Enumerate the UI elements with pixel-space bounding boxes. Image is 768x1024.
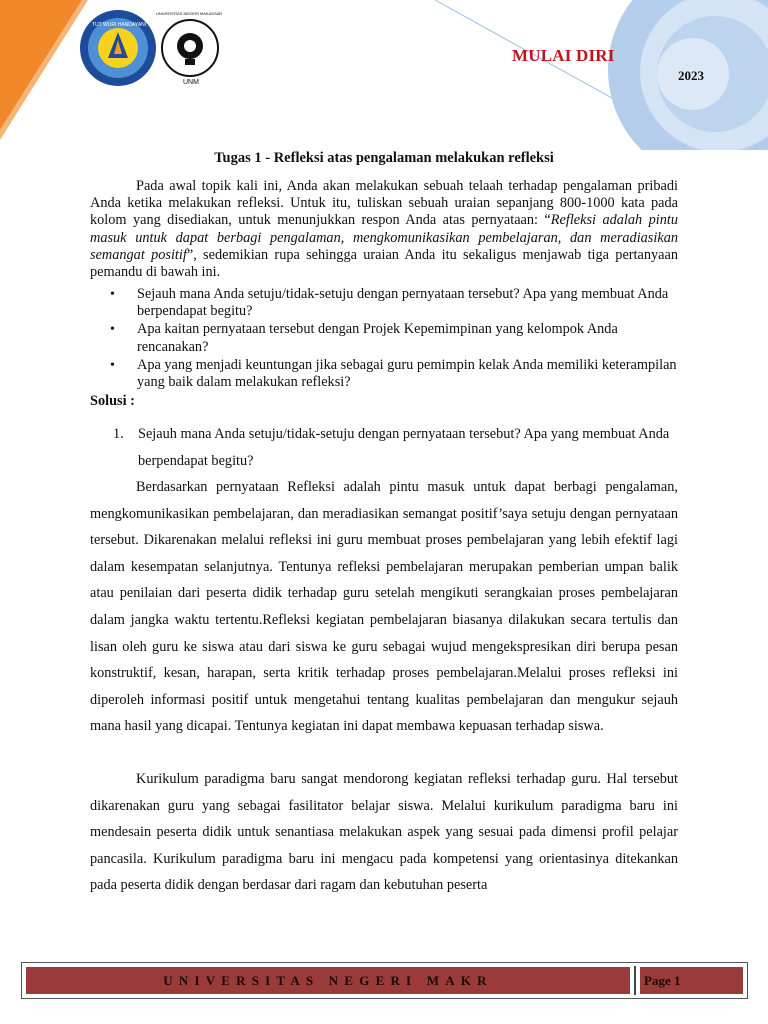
logo2-text: UNIVERSITAS NEGERI MAKASSAR (156, 11, 223, 16)
page-footer (21, 962, 748, 999)
page-title: Tugas 1 - Refleksi atas pengalaman melakukan refleksi (214, 150, 554, 166)
logo1-text: TUT WURI HANDAYANI (92, 22, 147, 28)
list-item (110, 321, 680, 355)
numbered-question (113, 421, 678, 474)
footer-divider (634, 966, 636, 995)
footer-page-number: Page 1 (640, 967, 743, 994)
bullet-text: Sejauh mana Anda setuju/tidak-setuju dengan pernyataan tersebut? Apa yang membuat Anda berpendapat begitu? (137, 286, 669, 320)
list-item (110, 286, 680, 320)
footer-university: UNIVERSITAS NEGERI MAKR (26, 967, 630, 994)
list-item (110, 357, 680, 391)
bullet-icon: • (110, 357, 115, 373)
logo2-abbr: UNM (183, 79, 199, 86)
intro-paragraph (90, 178, 678, 281)
question-number: 1. (113, 426, 124, 442)
question-text: Sejauh mana Anda setuju/tidak-setuju dengan pernyataan tersebut? Apa yang membuat Anda berpendapat begitu? (138, 426, 670, 469)
unm-logo (162, 20, 218, 76)
bullet-icon: • (110, 322, 115, 338)
brand-title: MULAI DIRI (512, 46, 615, 65)
bullet-text: Apa yang menjadi keuntungan jika sebagai guru pemimpin kelak Anda memiliki keterampilan yang baik dalam melakukan refleksi? (137, 356, 677, 391)
answer-paragraph-1: Berdasarkan pernyataan Refleksi adalah pintu masuk untuk dapat berbagi pengalaman, mengkomunikasikan pembelajaran, dan meradiasikan semangat positif’saya setuju dengan pernyataan tersebut. Dikarenakan melalui refleksi ini guru membuat proses pembelajaran yang lebih efektif lagi dalam kesempatan selanjutnya. Tentunya refleksi pembelajaran merupakan pemberian umpan balik atau penilaian dari peserta didik terhadap guru setelah mengikuti serangkaian proses pembelajaran dalam jangka waktu tertentu.Refleksi kegiatan pembelajaran biasanya dilakukan secara tertulis dan lisan oleh guru ke siswa atau dari siswa ke guru sebagai wujud mengekspresikan diri berupa pesan konstruktif, kesan, harapan, serta kritik terhadap proses pembelajaran.Melalui proses refleksi ini diperoleh informasi positif untuk mengetahui tentang kualitas pembelajaran dan mengukur sejauh mana hasil yang dicapai. Tentunya kegiatan ini dapat membawa kepuasan terhadap siswa. (90, 479, 678, 735)
intro-text-b: ”, sedemikian rupa sehingga uraian Anda itu sekaligus menjawab tiga pertanyaan pemandu di bawah ini. (90, 246, 679, 281)
logos-group (78, 4, 228, 94)
intro-text-a: Pada awal topik kali ini, Anda akan melakukan sebuah telaah terhadap pengalaman pribadi Anda ketika melakukan refleksi. Untuk itu, tuliskan sebuah uraian sepanjang 800-1000 kata pada kolom yang disediakan, untuk menunjukkan respon Anda atas pernyataan: “ (90, 178, 678, 229)
question-list (110, 286, 680, 392)
intro-quote: Refleksi adalah pintu masuk untuk dapat berbagi pengalaman, mengkomunikasikan pembelajaran, dan meradiasikan semangat positif (90, 212, 678, 263)
bullet-text: Apa kaitan pernyataan tersebut dengan Projek Kepemimpinan yang kelompok Anda rencanakan? (137, 321, 618, 355)
bullet-icon: • (110, 287, 115, 302)
answer-paragraph-2: Kurikulum paradigma baru sangat mendorong kegiatan refleksi terhadap guru. Hal tersebut dikarenakan guru yang sebagai fasilitator belajar siswa. Melalui kurikulum paradigma baru ini mendesain peserta didik untuk senantiasa melakukan aspek yang sesuai pada dimensi profil pelajar pancasila. Kurikulum paradigma baru ini mengacu pada kompetensi yang orientasinya ditekankan pada peserta didik dengan berdasar dari ragam dan kebutuhan peserta (90, 771, 678, 894)
solution-label: Solusi : (90, 393, 135, 409)
year-label: 2023 (678, 68, 704, 83)
